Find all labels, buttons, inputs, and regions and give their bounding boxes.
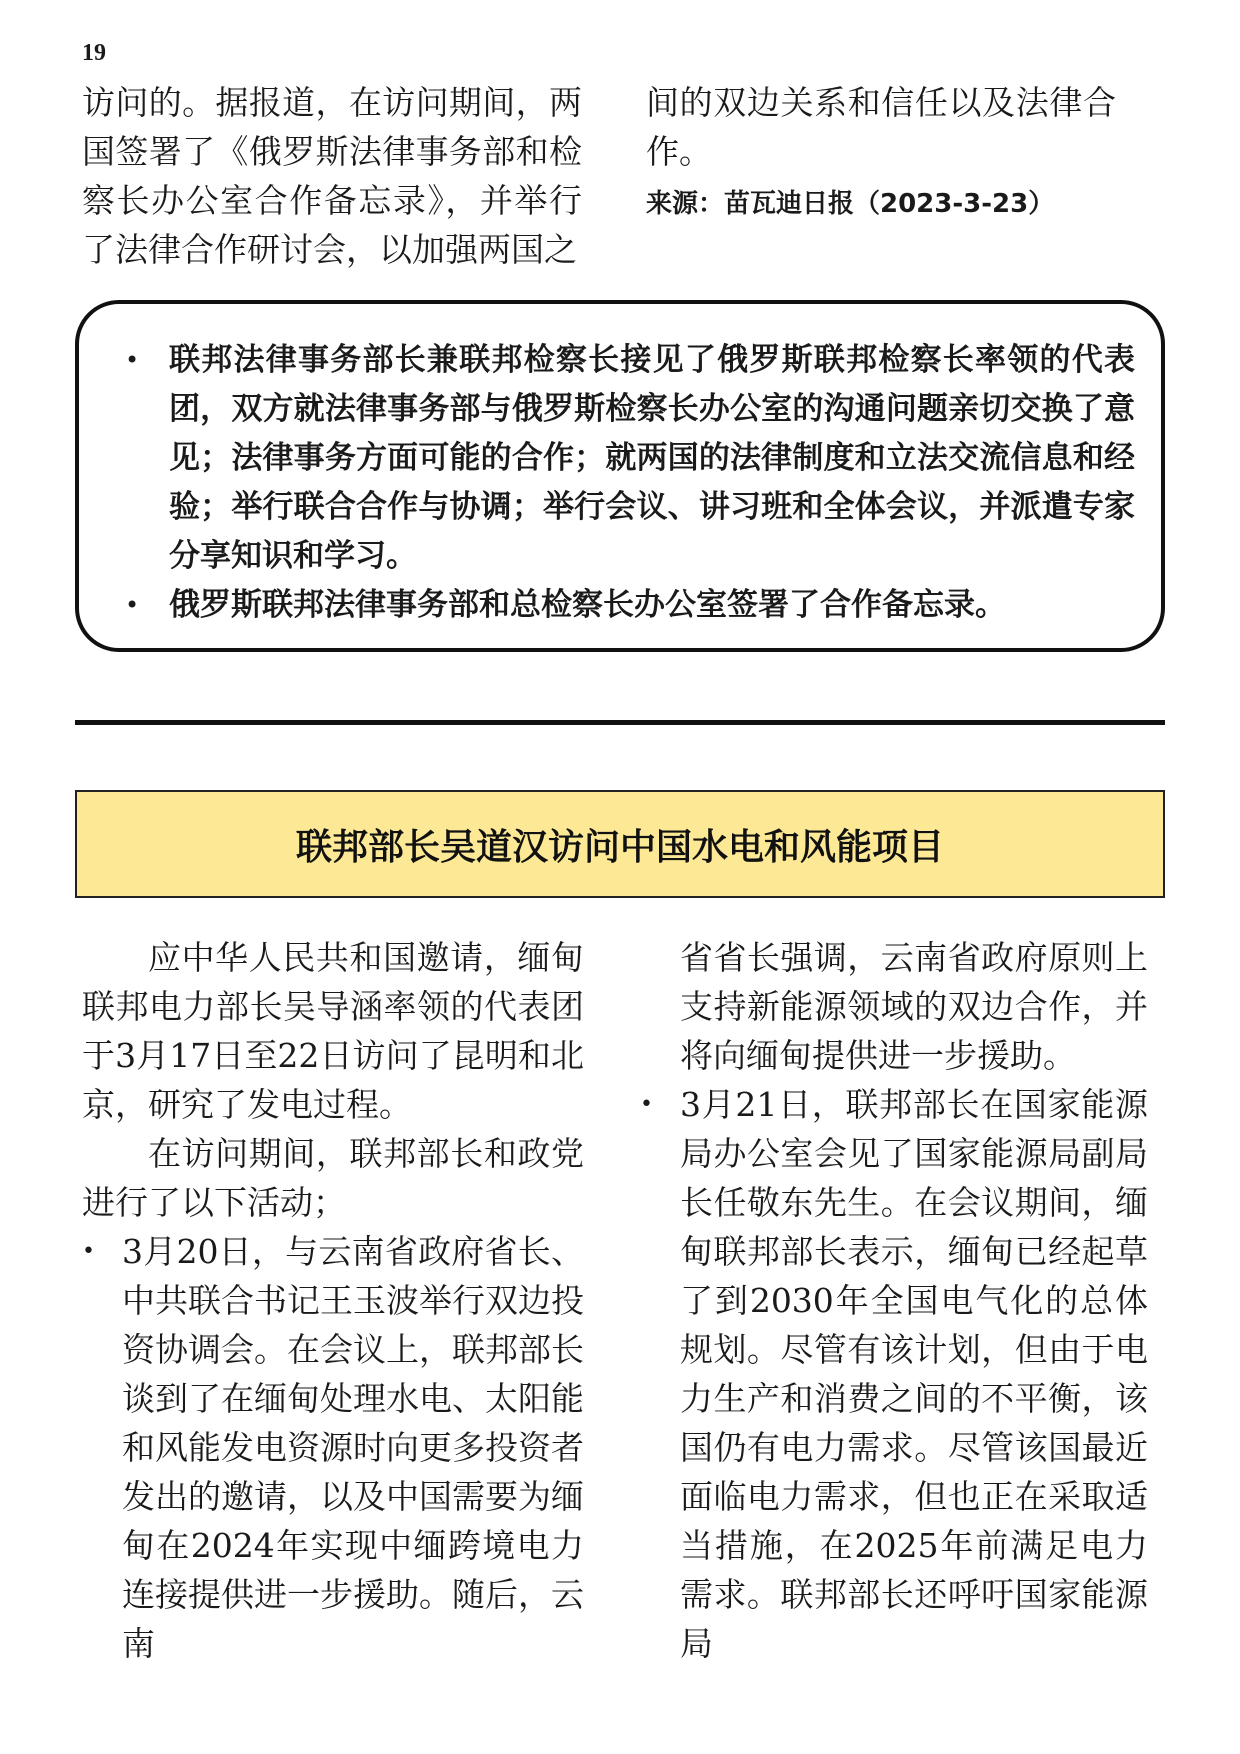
article-left-column: [82, 933, 584, 1668]
activity-list: [640, 1080, 1148, 1668]
summary-bullet: • 俄罗斯联邦法律事务部和总检察长办公室签署了合作备忘录。: [111, 581, 1135, 630]
summary-bullet: • 联邦法律事务部长兼联邦检察长接见了俄罗斯联邦检察长率领的代表团，双方就法律事务部与俄罗斯检察长办公室的沟通问题亲切交换了意见；法律事务方面可能的合作；就两国的法律制度和立法交流信息和经验；举行联合合作与协调；举行会议、讲习班和全体会议，并派遣专家分享知识和学习。: [111, 336, 1135, 581]
activity-list: [82, 1227, 584, 1668]
source-citation: 来源：苗瓦迪日报（2023-3-23）: [646, 189, 1055, 219]
activity-item: • 3月21日，联邦部长在国家能源局办公室会见了国家能源局副局长任敬东先生。在会议期间，缅甸联邦部长表示，缅甸已经起草了到2030年全国电气化的总体规划。尽管有该计划，但由于电力生产和消费之间的不平衡，该国仍有电力需求。尽管该国最近面临电力需求，但也正在采取适当措施，在2025年前满足电力需求。联邦部长还呼吁国家能源局: [640, 1080, 1148, 1668]
continued-paragraph-end: 间的双边关系和信任以及法律合作。: [646, 83, 1116, 171]
summary-box: [75, 300, 1165, 652]
article-paragraph: 应中华人民共和国邀请，缅甸联邦电力部长吴导涵率领的代表团于3月17日至22日访问了昆明和北京，研究了发电过程。: [82, 938, 584, 1124]
article-title: 联邦部长吴道汉访问中国水电和风能项目: [75, 790, 1165, 898]
activity-item-continued: 省省长强调，云南省政府原则上支持新能源领域的双边合作，并将向缅甸提供进一步援助。: [680, 938, 1148, 1075]
top-left-column: [82, 78, 582, 274]
article-paragraph: 在访问期间，联邦部长和政党进行了以下活动；: [82, 1134, 584, 1222]
top-right-column: [646, 78, 1166, 224]
summary-list: [111, 336, 1135, 630]
activity-item: • 3月20日，与云南省政府省长、中共联合书记王玉波举行双边投资协调会。在会议上，联邦部长谈到了在缅甸处理水电、太阳能和风能发电资源时向更多投资者发出的邀请，以及中国需要为缅甸在2024年实现中缅跨境电力连接提供进一步援助。随后，云南: [82, 1227, 584, 1668]
section-divider: [75, 720, 1165, 725]
article-right-column: [640, 933, 1148, 1668]
page-number: 19: [82, 40, 106, 66]
continued-paragraph: 访问的。据报道，在访问期间，两国签署了《俄罗斯法律事务部和检察长办公室合作备忘录》，并举行了法律合作研讨会，以加强两国之: [82, 83, 582, 269]
